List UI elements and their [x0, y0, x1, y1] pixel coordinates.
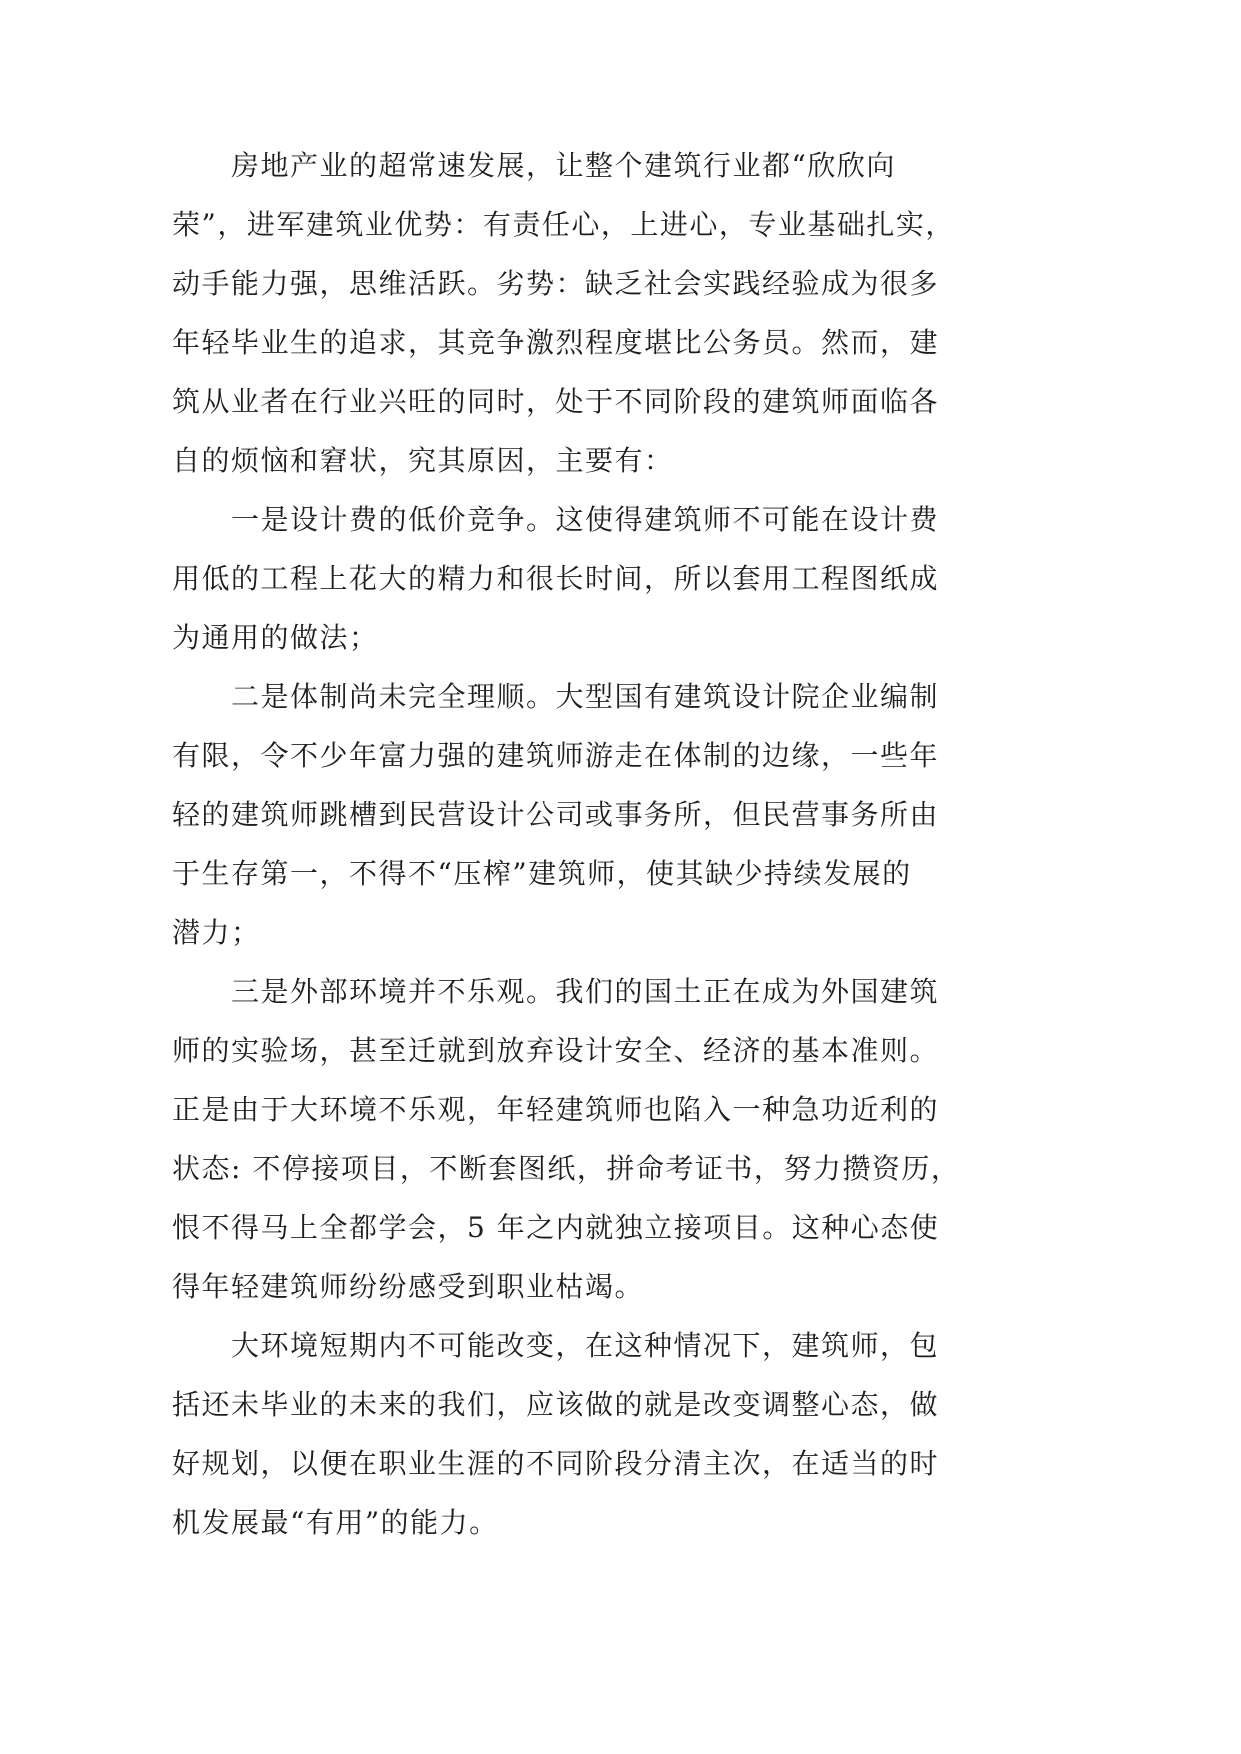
- text-line: 筑从业者在行业兴旺的同时，处于不同阶段的建筑师面临各: [172, 385, 940, 418]
- text-line: 年轻毕业生的追求，其竞争激烈程度堪比公务员。然而，建: [172, 326, 940, 359]
- text-line: 正是由于大环境不乐观，年轻建筑师也陷入一种急功近利的: [172, 1093, 940, 1126]
- text-line: 自的烦恼和窘状，究其原因，主要有：: [172, 444, 674, 477]
- text-line: 状态: 不停接项目，不断套图纸，拼命考证书，努力攒资历，: [172, 1152, 961, 1185]
- text-line: 于生存第一，不得不“压榨”建筑师，使其缺少持续发展的: [172, 857, 912, 890]
- text-line: 有限，令不少年富力强的建筑师游走在体制的边缘，一些年: [172, 739, 940, 772]
- text-line: 恨不得马上全都学会，5 年之内就独立接项目。这种心态使: [172, 1211, 940, 1244]
- paragraph-2: [172, 490, 1002, 667]
- paragraph-3: [172, 667, 1002, 962]
- text-line: 一是设计费的低价竞争。这使得建筑师不可能在设计费: [231, 503, 940, 536]
- text-line: 师的实验场，甚至迁就到放弃设计安全、经济的基本准则。: [172, 1034, 940, 1067]
- text-line: 用低的工程上花大的精力和很长时间，所以套用工程图纸成: [172, 562, 940, 595]
- text-line: 三是外部环境并不乐观。我们的国土正在成为外国建筑: [231, 975, 940, 1008]
- text-line: 好规划，以便在职业生涯的不同阶段分清主次，在适当的时: [172, 1447, 940, 1480]
- paragraph-1: [172, 136, 1002, 490]
- text-line: 房地产业的超常速发展，让整个建筑行业都“欣欣向: [231, 149, 896, 182]
- text-line: 括还未毕业的未来的我们，应该做的就是改变调整心态，做: [172, 1388, 940, 1421]
- paragraph-5: [172, 1316, 1002, 1552]
- text-line: 为通用的做法；: [172, 621, 379, 654]
- text-line: 荣”，进军建筑业优势：有责任心，上进心，专业基础扎实，: [172, 208, 955, 241]
- text-line: 得年轻建筑师纷纷感受到职业枯竭。: [172, 1270, 645, 1303]
- text-line: 大环境短期内不可能改变，在这种情况下，建筑师，包: [231, 1329, 940, 1362]
- text-line: 潜力；: [172, 916, 261, 949]
- paragraph-4: [172, 962, 1002, 1316]
- text-line: 机发展最“有用”的能力。: [172, 1506, 499, 1539]
- document-body: [172, 136, 1002, 1552]
- text-line: 轻的建筑师跳槽到民营设计公司或事务所，但民营事务所由: [172, 798, 940, 831]
- text-line: 动手能力强，思维活跃。劣势：缺乏社会实践经验成为很多: [172, 267, 940, 300]
- text-line: 二是体制尚未完全理顺。大型国有建筑设计院企业编制: [231, 680, 940, 713]
